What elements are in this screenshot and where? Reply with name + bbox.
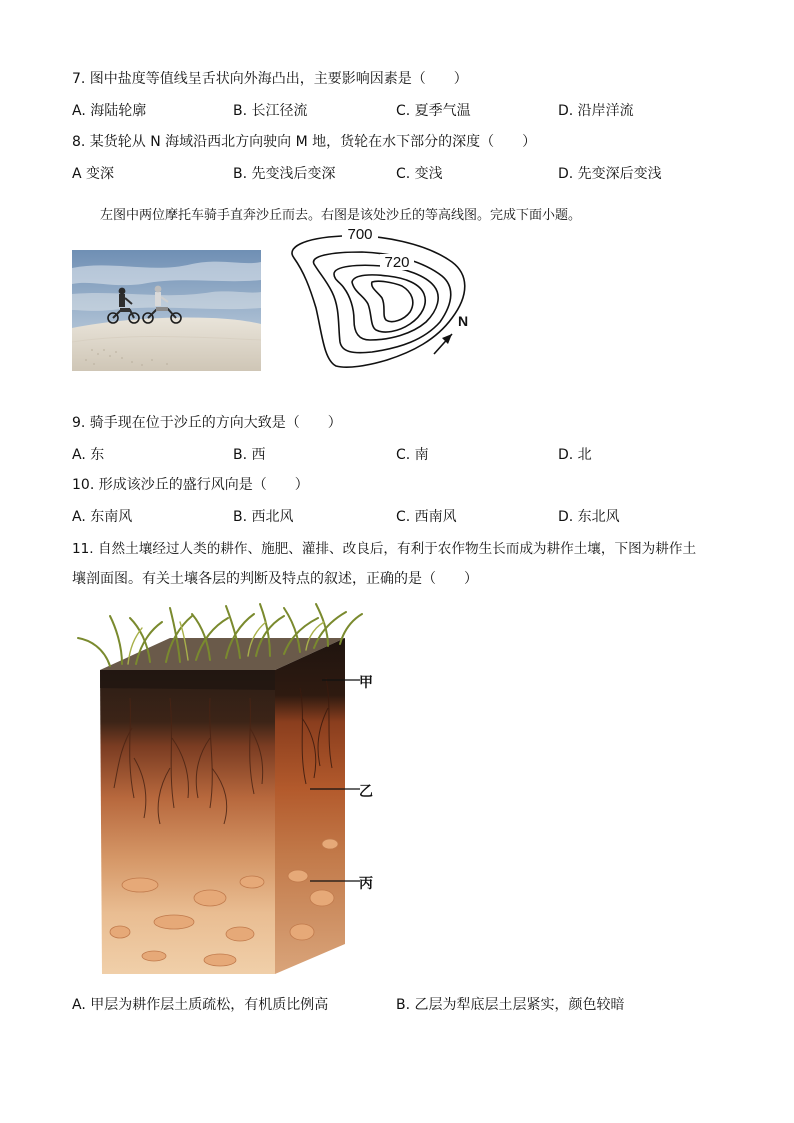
question-8-stem: 8. 某货轮从 N 海域沿西北方向驶向 M 地，货轮在水下部分的深度（ ） [72, 134, 537, 150]
question-7-stem: 7. 图中盐度等值线呈舌状向外海凸出，主要影响因素是（ ） [72, 71, 468, 87]
question-11-stem-line2: 壤剖面图。有关土壤各层的判断及特点的叙述，正确的是（ ） [72, 571, 478, 587]
question-8-option-a[interactable]: A 变深 [72, 166, 115, 182]
question-10-option-a[interactable]: A. 东南风 [72, 509, 133, 525]
question-11-stem-line1: 11. 自然土壤经过人类的耕作、施肥、灌排、改良后，有利于农作物生长而成为耕作土壤，下图为耕作土 [72, 541, 697, 557]
question-9-option-d[interactable]: D. 北 [558, 447, 592, 463]
soil-profile-diagram [70, 598, 390, 980]
question-7-option-a[interactable]: A. 海陆轮廓 [72, 103, 147, 119]
question-10-option-b[interactable]: B. 西北风 [233, 509, 294, 525]
contour-label-720: 720 [384, 254, 410, 271]
question-11-option-a[interactable]: A. 甲层为耕作层土质疏松，有机质比例高 [72, 997, 329, 1013]
question-9-option-b[interactable]: B. 西 [233, 447, 266, 463]
question-10-option-c[interactable]: C. 西南风 [396, 509, 457, 525]
soil-layer-label-jia: 甲 [359, 675, 373, 691]
north-arrow-icon [434, 334, 452, 354]
question-8-option-b[interactable]: B. 先变浅后变深 [233, 166, 336, 182]
question-7-option-b[interactable]: B. 长江径流 [233, 103, 308, 119]
contour-label-700: 700 [347, 226, 373, 243]
question-group-intro: 左图中两位摩托车骑手直奔沙丘而去。右图是该处沙丘的等高线图。完成下面小题。 [100, 208, 582, 223]
question-7-option-c[interactable]: C. 夏季气温 [396, 103, 471, 119]
soil-layer-label-yi: 乙 [359, 784, 373, 800]
question-9-stem: 9. 骑手现在位于沙丘的方向大致是（ ） [72, 415, 342, 431]
question-10-option-d[interactable]: D. 东北风 [558, 509, 620, 525]
north-label: N [458, 313, 469, 329]
dune-contour-map [282, 222, 472, 374]
question-9-option-a[interactable]: A. 东 [72, 447, 105, 463]
question-9-option-c[interactable]: C. 南 [396, 447, 429, 463]
question-8-option-d[interactable]: D. 先变深后变浅 [558, 166, 662, 182]
question-8-option-c[interactable]: C. 变浅 [396, 166, 443, 182]
question-10-stem: 10. 形成该沙丘的盛行风向是（ ） [72, 477, 309, 493]
question-7-option-d[interactable]: D. 沿岸洋流 [558, 103, 634, 119]
question-11-option-b[interactable]: B. 乙层为犁底层土层紧实，颜色较暗 [396, 997, 625, 1013]
dune-riders-photo [72, 250, 261, 371]
soil-layer-label-bing: 丙 [359, 876, 373, 892]
